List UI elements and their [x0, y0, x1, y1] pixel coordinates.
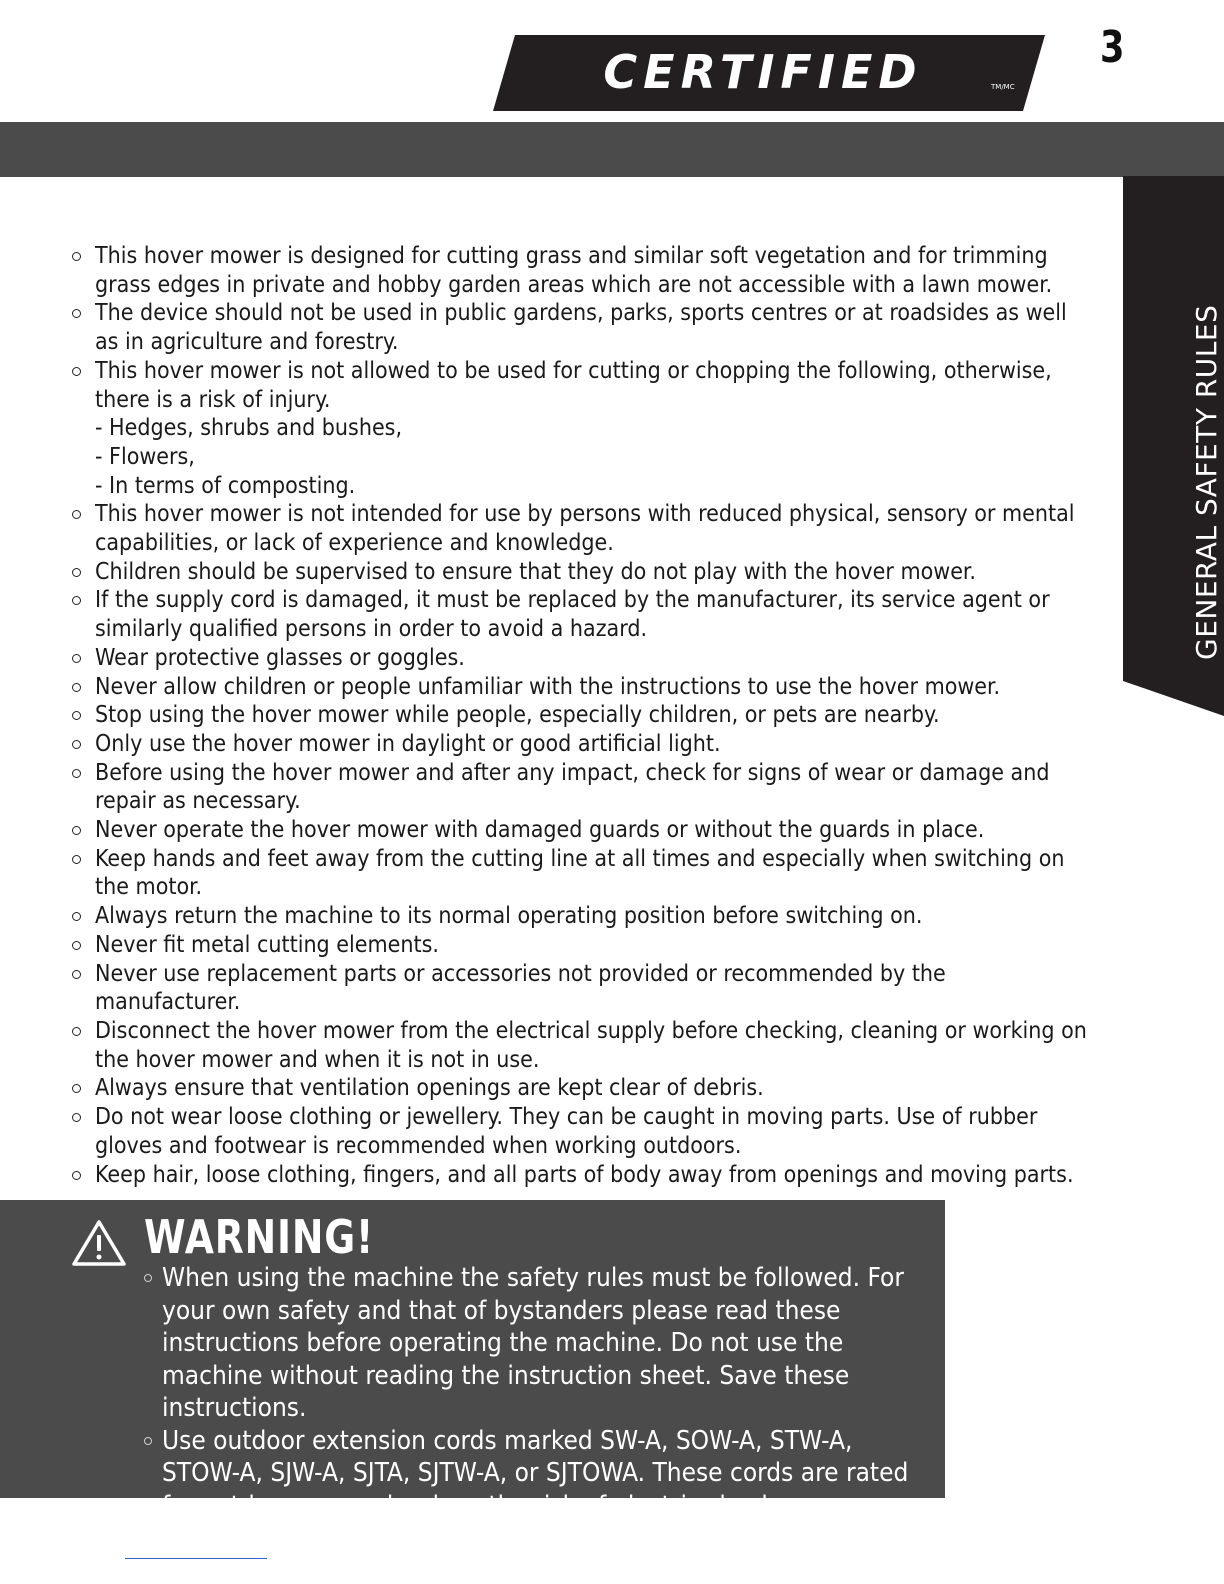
safety-rule-text: Never fit metal cutting elements. [95, 931, 439, 958]
safety-rule-item [68, 845, 1088, 902]
bullet-icon [72, 367, 81, 376]
safety-rule-text: If the supply cord is damaged, it must be replaced by the manufacturer, its service agent or similarly qualified persons in order to avoid a hazard. [95, 587, 1050, 643]
safety-rule-text: Children should be supervised to ensure that they do not play with the hover mower. [95, 558, 976, 585]
warning-triangle-icon [70, 1218, 128, 1272]
bullet-icon [72, 855, 81, 864]
bullet-icon [72, 1113, 81, 1122]
safety-rule-text: Always return the machine to its normal operating position before switching on. [95, 903, 923, 930]
bullet-icon [72, 252, 81, 261]
safety-rule-item [68, 299, 1088, 356]
bullet-icon [72, 1027, 81, 1036]
safety-rule-text: Never allow children or people unfamiliar with the instructions to use the hover mower. [95, 673, 1001, 700]
safety-rule-text: This hover mower is not allowed to be used for cutting or chopping the following, otherwise, there is a risk of injury. [95, 357, 1052, 413]
warning-box [0, 1200, 945, 1521]
safety-rule-text: Keep hair, loose clothing, fingers, and all parts of body away from openings and moving parts. [95, 1161, 1074, 1188]
safety-rule-item [68, 902, 1088, 931]
warning-item-text: Use outdoor extension cords marked SW-A, SOW-A, STW-A, STOW-A, SJW-A, SJTA, SJTW-A, or SJTOWA. These cords are rated for outdoor use and reduce the risk of electric shocks. [162, 1425, 909, 1521]
safety-rule-item [68, 1074, 1088, 1103]
safety-rule-text: Before using the hover mower and after any impact, check for signs of wear or damage and repair as necessary. [95, 759, 1050, 815]
safety-rule-subitem: - Hedges, shrubs and bushes, [95, 415, 403, 442]
safety-rule-subitem: - In terms of composting. [95, 472, 356, 499]
safety-rule-item [68, 357, 1088, 501]
safety-rule-item [68, 1017, 1088, 1074]
bullet-icon [144, 1274, 152, 1282]
safety-rule-item [68, 242, 1088, 299]
bullet-icon [72, 683, 81, 692]
warning-item-text: When using the machine the safety rules must be followed. For your own safety and that of bystanders please read these instructions before operating the machine. Do not use the machine without reading the instruction sheet. Save these instructions. [162, 1263, 904, 1423]
safety-rule-item [68, 701, 1088, 730]
logo-wordmark: CERTIFIED [603, 45, 923, 99]
safety-rule-item [68, 673, 1088, 702]
certified-logo [493, 35, 1045, 111]
safety-rules-list [68, 242, 1088, 1189]
bullet-icon [72, 970, 81, 979]
bullet-icon [72, 654, 81, 663]
bullet-icon [144, 1437, 152, 1445]
safety-rule-text: Never use replacement parts or accessories not provided or recommended by the manufacturer. [95, 960, 946, 1016]
safety-rule-text: Stop using the hover mower while people, especially children, or pets are nearby. [95, 702, 940, 729]
warning-title: WARNING! [144, 1210, 375, 1264]
warning-item [140, 1262, 930, 1425]
safety-rule-item [68, 1103, 1088, 1160]
safety-rule-item [68, 730, 1088, 759]
safety-rule-text: Only use the hover mower in daylight or good artificial light. [95, 730, 721, 757]
bullet-icon [72, 941, 81, 950]
bullet-icon [72, 826, 81, 835]
safety-rule-item [68, 960, 1088, 1017]
safety-rule-item [68, 816, 1088, 845]
bullet-icon [72, 711, 81, 720]
safety-rule-text: Wear protective glasses or goggles. [95, 644, 465, 671]
safety-rule-item [68, 759, 1088, 816]
bullet-icon [72, 912, 81, 921]
safety-rule-subitem: - Flowers, [95, 443, 195, 470]
bullet-icon [72, 568, 81, 577]
safety-rule-text: Keep hands and feet away from the cutting line at all times and especially when switching on the motor. [95, 845, 1065, 901]
safety-rule-text: Disconnect the hover mower from the electrical supply before checking, cleaning or working on the hover mower and when it is not in use. [95, 1017, 1087, 1073]
safety-rule-text: Always ensure that ventilation openings are kept clear of debris. [95, 1075, 764, 1102]
warning-list [140, 1262, 930, 1522]
bullet-icon [72, 769, 81, 778]
bullet-icon [72, 1171, 81, 1180]
safety-rule-text: Never operate the hover mower with damaged guards or without the guards in place. [95, 817, 985, 844]
safety-rule-text: This hover mower is designed for cutting grass and similar soft vegetation and for trimming grass edges in private and hobby garden areas which are not accessible with a lawn mower. [95, 243, 1053, 298]
safety-rule-text: The device should not be used in public gardens, parks, sports centres or at roadsides as well as in agriculture and forestry. [95, 300, 1067, 356]
safety-rule-item [68, 500, 1088, 557]
bullet-icon [72, 309, 81, 318]
safety-rule-item [68, 931, 1088, 960]
bullet-icon [72, 1084, 81, 1093]
bullet-icon [72, 740, 81, 749]
safety-rule-item [68, 1161, 1088, 1190]
safety-rule-item [68, 586, 1088, 643]
warning-item [140, 1425, 930, 1523]
safety-rule-text: This hover mower is not intended for use by persons with reduced physical, sensory or mental capabilities, or lack of experience and knowledge. [95, 501, 1075, 557]
safety-rule-item [68, 558, 1088, 587]
section-tab-label: GENERAL SAFETY RULES [1190, 304, 1223, 660]
page-number: 3 [1100, 22, 1125, 73]
bullet-icon [72, 510, 81, 519]
trademark-mark: TM/MC [991, 83, 1015, 91]
header-band [0, 122, 1224, 177]
safety-rule-item [68, 644, 1088, 673]
footer-rule [125, 1558, 267, 1559]
safety-rule-text: Do not wear loose clothing or jewellery. They can be caught in moving parts. Use of rubber gloves and footwear is recommended when working outdoors. [95, 1104, 1038, 1159]
bullet-icon [72, 596, 81, 605]
